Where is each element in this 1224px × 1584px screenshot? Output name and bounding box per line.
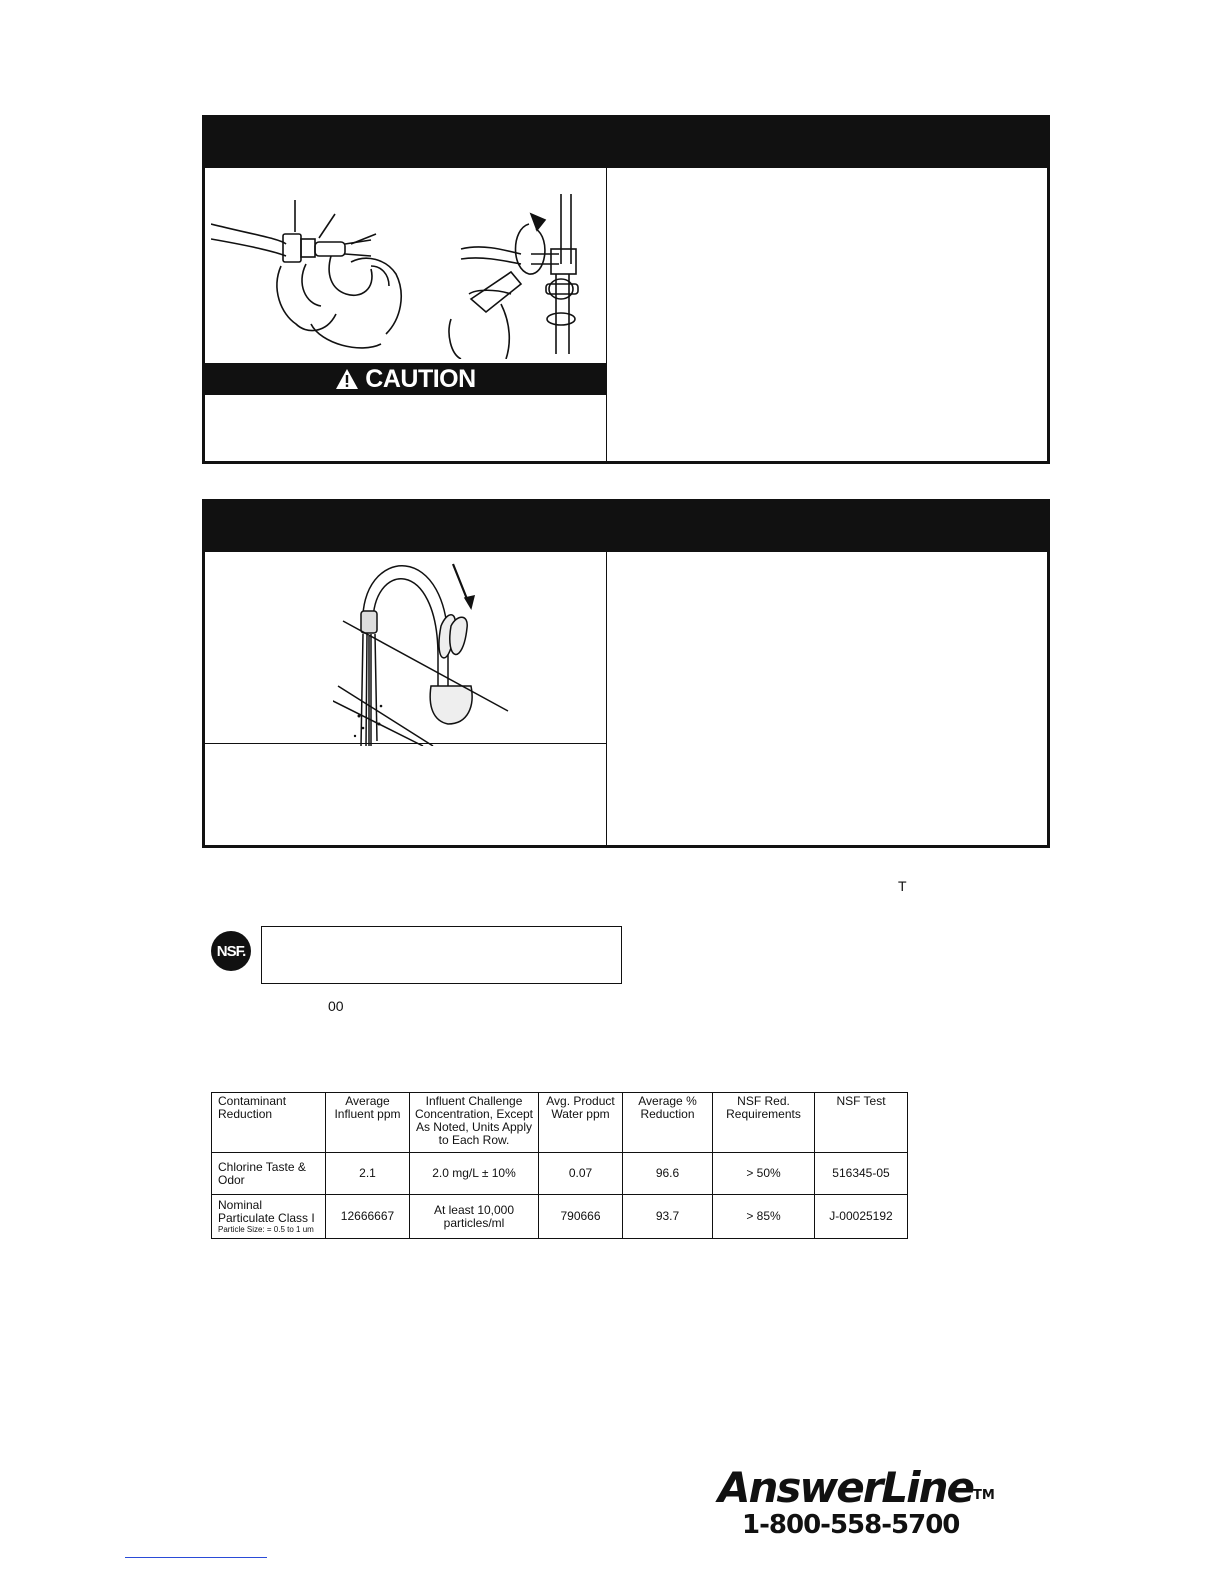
cell-contaminant: Chlorine Taste & Odor <box>212 1153 326 1195</box>
panel-2-divider <box>606 552 607 845</box>
nsf-logo: NSF. <box>211 931 251 971</box>
cell-requirement: > 85% <box>713 1195 815 1239</box>
answerline-phone: 1-800-558-5700 <box>742 1510 960 1540</box>
stray-letter: T <box>898 878 907 894</box>
nsf-certification-box <box>261 926 622 984</box>
header-contaminant: Contaminant Reduction <box>212 1093 326 1153</box>
installation-panel-1 <box>202 115 1050 464</box>
cell-contaminant <box>212 1195 326 1239</box>
faucet-illustration <box>333 556 513 746</box>
caution-banner <box>205 363 606 395</box>
table-row <box>212 1153 908 1195</box>
trademark-symbol: TM <box>972 1488 995 1503</box>
cell-particle-size-note: Particle Size: = 0.5 to 1 um <box>218 1225 314 1234</box>
panel-1-divider <box>606 168 607 461</box>
cell-test: J-00025192 <box>815 1195 908 1239</box>
cell-reduction: 93.7 <box>623 1195 713 1239</box>
answerline-brand <box>718 1463 995 1512</box>
cell-test: 516345-05 <box>815 1153 908 1195</box>
fitting-connection-illustration <box>211 194 601 359</box>
header-average-reduction: Average % Reduction <box>623 1093 713 1153</box>
footer-link-underline <box>125 1557 267 1558</box>
answerline-brand-text: AnswerLine <box>718 1463 973 1512</box>
panel-2-header-bar <box>205 502 1047 552</box>
table-row <box>212 1195 908 1239</box>
cell-challenge: 2.0 mg/L ± 10% <box>410 1153 539 1195</box>
installation-panel-2 <box>202 499 1050 848</box>
table-header-row <box>212 1093 908 1153</box>
cell-reduction: 96.6 <box>623 1153 713 1195</box>
panel-1-header-bar <box>205 118 1047 168</box>
cell-product: 790666 <box>539 1195 623 1239</box>
cell-requirement: > 50% <box>713 1153 815 1195</box>
cell-challenge: At least 10,000 particles/ml <box>410 1195 539 1239</box>
warning-triangle-icon <box>335 368 359 390</box>
cell-influent: 12666667 <box>326 1195 410 1239</box>
header-avg-product: Avg. Product Water ppm <box>539 1093 623 1153</box>
header-influent-challenge: Influent Challenge Concentration, Except As Noted, Units Apply to Each Row. <box>410 1093 539 1153</box>
header-nsf-requirements: NSF Red. Requirements <box>713 1093 815 1153</box>
cell-product: 0.07 <box>539 1153 623 1195</box>
caution-label: CAUTION <box>365 364 476 393</box>
panel-2-left-separator <box>205 743 606 744</box>
performance-data-table <box>211 1092 908 1239</box>
header-average-influent: Average Influent ppm <box>326 1093 410 1153</box>
cell-contaminant-name: Nominal Particulate Class I <box>218 1198 315 1225</box>
cell-influent: 2.1 <box>326 1153 410 1195</box>
header-nsf-test: NSF Test <box>815 1093 908 1153</box>
stray-zero-text: 00 <box>328 998 344 1014</box>
answerline-logo <box>718 1463 995 1540</box>
